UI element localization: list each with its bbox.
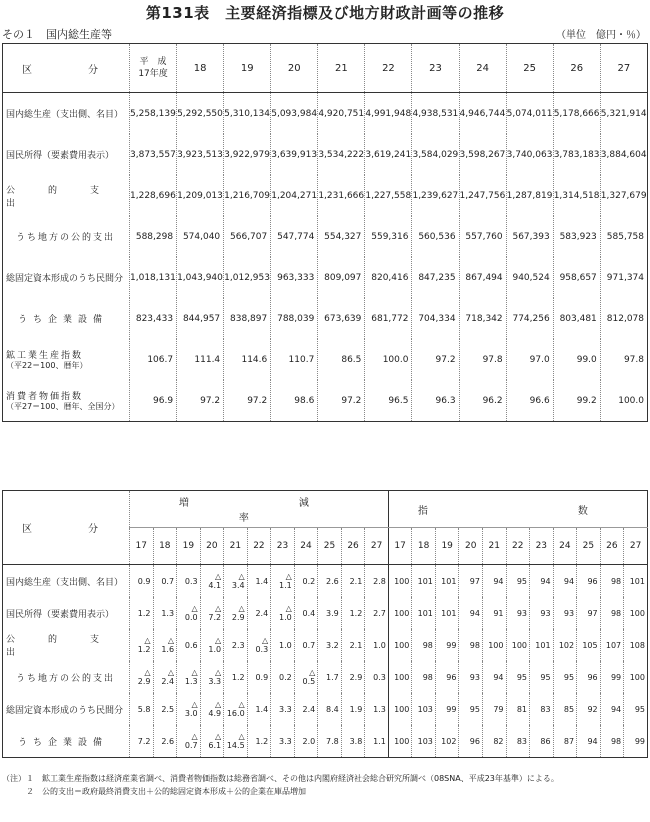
row-label: 国民所得（要素費用表示）	[6, 609, 115, 620]
index-cell: 95	[506, 661, 530, 693]
year-header: 26	[600, 528, 624, 565]
rate-cell: 2.7	[365, 597, 389, 629]
rate-cell: 0.7	[153, 565, 177, 598]
table-cell: 4,946,744	[459, 93, 506, 135]
index-cell: 100	[388, 597, 412, 629]
index-cell: 94	[600, 693, 624, 725]
table-cell: 3,619,241	[365, 134, 412, 175]
year-header: 26	[341, 528, 365, 565]
rate-cell: 1.0	[365, 629, 389, 661]
row-label: うち企業設備	[18, 737, 109, 748]
table-cell: 788,039	[271, 298, 318, 339]
index-cell: 95	[506, 565, 530, 598]
category-header: 区 分	[3, 44, 130, 93]
rate-cell: △ 14.5	[224, 725, 248, 758]
index-cell: 99	[435, 693, 459, 725]
year-header: 平 成 17年度	[130, 44, 177, 93]
rate-cell: 0.6	[177, 629, 201, 661]
index-cell: 94	[530, 565, 554, 598]
table-cell: 1,314,518	[553, 175, 600, 216]
table-cell: 3,922,979	[224, 134, 271, 175]
year-header: 26	[553, 44, 600, 93]
table-cell: 97.2	[177, 380, 224, 422]
growth-index-table	[2, 490, 648, 758]
table-cell: 803,481	[553, 298, 600, 339]
rate-cell: △ 1.3	[177, 661, 201, 693]
rate-cell: 0.2	[294, 565, 318, 598]
index-cell: 100	[624, 661, 648, 693]
table-cell: 1,209,013	[177, 175, 224, 216]
table-cell: 4,920,751	[318, 93, 365, 135]
rate-cell: 2.1	[341, 565, 365, 598]
index-cell: 94	[459, 597, 483, 629]
rate-cell: 1.2	[224, 661, 248, 693]
index-cell: 94	[553, 565, 577, 598]
index-cell: 98	[412, 629, 436, 661]
table-cell: 3,884,604	[600, 134, 647, 175]
rate-cell: 2.5	[153, 693, 177, 725]
index-cell: 93	[553, 597, 577, 629]
rate-cell: 0.4	[294, 597, 318, 629]
year-header: 25	[506, 44, 553, 93]
table-cell: 96.2	[459, 380, 506, 422]
rate-cell: 2.9	[341, 661, 365, 693]
table-cell: 958,657	[553, 257, 600, 298]
table-row	[3, 339, 648, 380]
row-label: 総固定資本形成のうち民間分	[6, 705, 124, 716]
index-cell: 101	[412, 565, 436, 598]
row-label: うち地方の公的支出	[16, 233, 116, 243]
category-header: 区 分	[3, 491, 130, 565]
index-cell: 101	[624, 565, 648, 598]
index-cell: 97	[459, 565, 483, 598]
table-cell: 547,774	[271, 216, 318, 257]
rate-cell: 3.3	[271, 725, 295, 758]
table-cell: 3,923,513	[177, 134, 224, 175]
table-cell: 1,012,953	[224, 257, 271, 298]
index-cell: 86	[530, 725, 554, 758]
year-header: 22	[247, 528, 271, 565]
rate-cell: 2.1	[341, 629, 365, 661]
rate-cell: 2.4	[247, 597, 271, 629]
year-header: 27	[600, 44, 647, 93]
rate-cell: △ 0.0	[177, 597, 201, 629]
table-cell: 838,897	[224, 298, 271, 339]
table-cell: 574,040	[177, 216, 224, 257]
index-cell: 98	[459, 629, 483, 661]
table-row	[3, 298, 648, 339]
table-cell: 114.6	[224, 339, 271, 380]
year-header: 24	[459, 44, 506, 93]
rate-cell: 1.4	[247, 693, 271, 725]
gdp-table	[2, 43, 648, 422]
rate-cell: 3.9	[318, 597, 342, 629]
year-header: 18	[153, 528, 177, 565]
rate-cell: 1.2	[130, 597, 154, 629]
table-cell: 1,204,271	[271, 175, 318, 216]
year-header: 23	[530, 528, 554, 565]
table-cell: 718,342	[459, 298, 506, 339]
year-header: 18	[177, 44, 224, 93]
gdp-table-header	[3, 44, 648, 93]
table-row	[3, 93, 648, 135]
rate-cell: 2.3	[224, 629, 248, 661]
index-cell: 100	[624, 597, 648, 629]
row-label: 鉱工業生産指数 （平22＝100、暦年）	[6, 351, 88, 370]
table-cell: 97.2	[318, 380, 365, 422]
index-header: 指 数	[388, 491, 647, 528]
index-cell: 83	[530, 693, 554, 725]
index-cell: 93	[506, 597, 530, 629]
index-cell: 98	[600, 725, 624, 758]
table-cell: 100.0	[365, 339, 412, 380]
table-cell: 5,292,550	[177, 93, 224, 135]
index-cell: 94	[482, 661, 506, 693]
index-cell: 96	[459, 725, 483, 758]
table-cell: 585,758	[600, 216, 647, 257]
table-cell: 963,333	[271, 257, 318, 298]
index-cell: 105	[577, 629, 601, 661]
row-label: 公 的 支 出	[6, 185, 133, 209]
rate-cell: 3.3	[271, 693, 295, 725]
table-cell: 971,374	[600, 257, 647, 298]
table-row	[3, 175, 648, 216]
table-cell: 823,433	[130, 298, 177, 339]
rate-cell: 3.8	[341, 725, 365, 758]
index-cell: 92	[577, 693, 601, 725]
table-row	[3, 380, 648, 422]
rate-cell: △ 3.4	[224, 565, 248, 598]
table-cell: 97.0	[506, 339, 553, 380]
rate-cell: 1.3	[153, 597, 177, 629]
table-cell: 1,228,696	[130, 175, 177, 216]
year-header: 20	[459, 528, 483, 565]
year-header: 20	[200, 528, 224, 565]
table-cell: 3,639,913	[271, 134, 318, 175]
table-row	[3, 629, 648, 661]
rate-cell: 1.3	[365, 693, 389, 725]
index-cell: 91	[482, 597, 506, 629]
rate-cell: 0.7	[294, 629, 318, 661]
year-header: 19	[224, 44, 271, 93]
year-header: 23	[271, 528, 295, 565]
table-cell: 5,178,666	[553, 93, 600, 135]
unit-label: （単位 億円・％）	[556, 30, 646, 41]
table-row	[3, 725, 648, 758]
rate-cell: 7.2	[130, 725, 154, 758]
index-cell: 101	[530, 629, 554, 661]
section-subtitle: その１ 国内総生産等	[2, 28, 112, 41]
table-cell: 812,078	[600, 298, 647, 339]
table-cell: 99.0	[553, 339, 600, 380]
rate-cell: △ 16.0	[224, 693, 248, 725]
table-cell: 97.8	[459, 339, 506, 380]
index-cell: 100	[506, 629, 530, 661]
year-header: 27	[365, 528, 389, 565]
rate-cell: 2.8	[365, 565, 389, 598]
table-cell: 567,393	[506, 216, 553, 257]
table-row	[3, 257, 648, 298]
table-row	[3, 216, 648, 257]
table-cell: 96.9	[130, 380, 177, 422]
index-cell: 95	[459, 693, 483, 725]
row-label: 総固定資本形成のうち民間分	[6, 274, 124, 284]
rate-cell: △ 3.3	[200, 661, 224, 693]
table-cell: 554,327	[318, 216, 365, 257]
index-cell: 100	[388, 629, 412, 661]
table-cell: 3,584,029	[412, 134, 459, 175]
year-header: 21	[224, 528, 248, 565]
table-cell: 1,287,819	[506, 175, 553, 216]
index-cell: 100	[482, 629, 506, 661]
table-cell: 100.0	[600, 380, 647, 422]
year-header: 19	[177, 528, 201, 565]
rate-cell: 0.9	[247, 661, 271, 693]
rate-cell: 2.6	[318, 565, 342, 598]
index-cell: 98	[600, 565, 624, 598]
footnote: ２ 公的支出＝政府最終消費支出＋公的総固定資本形成＋公的企業在庫品増加	[2, 787, 306, 796]
year-header: 25	[318, 528, 342, 565]
table-row	[3, 693, 648, 725]
table-row	[3, 597, 648, 629]
table-cell: 96.6	[506, 380, 553, 422]
table-cell: 1,327,679	[600, 175, 647, 216]
table-cell: 5,321,914	[600, 93, 647, 135]
rate-cell: △ 1.0	[271, 597, 295, 629]
rate-cell: 1.0	[271, 629, 295, 661]
index-cell: 100	[388, 725, 412, 758]
year-header: 20	[271, 44, 318, 93]
row-label: うち地方の公的支出	[16, 673, 116, 684]
index-cell: 103	[412, 725, 436, 758]
year-header: 21	[318, 44, 365, 93]
table-cell: 97.2	[412, 339, 459, 380]
table-cell: 588,298	[130, 216, 177, 257]
index-cell: 83	[506, 725, 530, 758]
index-cell: 108	[624, 629, 648, 661]
table-cell: 97.2	[224, 380, 271, 422]
index-cell: 82	[482, 725, 506, 758]
index-cell: 81	[506, 693, 530, 725]
rate-cell: 0.9	[130, 565, 154, 598]
rate-cell: 1.2	[247, 725, 271, 758]
rate-cell: △ 4.9	[200, 693, 224, 725]
year-header: 22	[365, 44, 412, 93]
table-cell: 96.3	[412, 380, 459, 422]
index-cell: 94	[482, 565, 506, 598]
index-cell: 96	[435, 661, 459, 693]
rate-cell: 1.2	[341, 597, 365, 629]
index-cell: 101	[412, 597, 436, 629]
table-cell: 3,534,222	[318, 134, 365, 175]
index-cell: 97	[577, 597, 601, 629]
year-header: 27	[624, 528, 648, 565]
table-cell: 557,760	[459, 216, 506, 257]
table-cell: 1,018,131	[130, 257, 177, 298]
rate-cell: △ 2.9	[224, 597, 248, 629]
table-cell: 86.5	[318, 339, 365, 380]
table-cell: 1,239,627	[412, 175, 459, 216]
index-cell: 99	[435, 629, 459, 661]
rate-cell: 1.1	[365, 725, 389, 758]
index-cell: 98	[600, 597, 624, 629]
rate-cell: △ 7.2	[200, 597, 224, 629]
index-cell: 93	[530, 597, 554, 629]
table-cell: 820,416	[365, 257, 412, 298]
table-cell: 809,097	[318, 257, 365, 298]
rate-cell: △ 0.5	[294, 661, 318, 693]
table-cell: 1,247,756	[459, 175, 506, 216]
row-label: 国内総生産（支出側、名目）	[6, 577, 124, 588]
year-header: 23	[412, 44, 459, 93]
rate-cell: 2.0	[294, 725, 318, 758]
rate-cell: △ 1.2	[130, 629, 154, 661]
index-cell: 79	[482, 693, 506, 725]
index-cell: 99	[600, 661, 624, 693]
table-cell: 844,957	[177, 298, 224, 339]
index-cell: 93	[459, 661, 483, 693]
table-cell: 3,783,183	[553, 134, 600, 175]
table-cell: 5,074,011	[506, 93, 553, 135]
row-label: 国内総生産（支出側、名目）	[6, 110, 124, 120]
row-label: 国民所得（要素費用表示）	[6, 151, 115, 161]
year-header: 22	[506, 528, 530, 565]
rate-cell: 0.3	[365, 661, 389, 693]
index-cell: 102	[553, 629, 577, 661]
table-cell: 3,873,557	[130, 134, 177, 175]
index-cell: 95	[624, 693, 648, 725]
rate-cell: 2.4	[294, 693, 318, 725]
rate-cell: 3.2	[318, 629, 342, 661]
rate-cell: △ 1.6	[153, 629, 177, 661]
table-cell: 1,043,940	[177, 257, 224, 298]
table-cell: 559,316	[365, 216, 412, 257]
index-cell: 95	[553, 661, 577, 693]
year-header: 21	[482, 528, 506, 565]
rate-cell: 2.6	[153, 725, 177, 758]
rate-cell: △ 6.1	[200, 725, 224, 758]
page-title: 第131表 主要経済指標及び地方財政計画等の推移	[145, 4, 505, 22]
table-cell: 111.4	[177, 339, 224, 380]
table-cell: 704,334	[412, 298, 459, 339]
table-row	[3, 661, 648, 693]
rate-cell: 8.4	[318, 693, 342, 725]
table-cell: 5,258,139	[130, 93, 177, 135]
index-cell: 96	[577, 565, 601, 598]
index-cell: 96	[577, 661, 601, 693]
index-cell: 107	[600, 629, 624, 661]
table-cell: 5,093,984	[271, 93, 318, 135]
year-header: 17	[130, 528, 154, 565]
rate-cell: 0.3	[177, 565, 201, 598]
rate-cell: 5.8	[130, 693, 154, 725]
table-cell: 774,256	[506, 298, 553, 339]
table-cell: 847,235	[412, 257, 459, 298]
footnotes	[2, 772, 559, 798]
index-cell: 98	[412, 661, 436, 693]
index-cell: 102	[435, 725, 459, 758]
year-header: 19	[435, 528, 459, 565]
index-cell: 85	[553, 693, 577, 725]
index-cell: 103	[412, 693, 436, 725]
table-cell: 4,938,531	[412, 93, 459, 135]
table-cell: 566,707	[224, 216, 271, 257]
footnote: （注）１ 鉱工業生産指数は経済産業省調べ、消費者物価指数は総務省調べ、その他は内閣府経済社会総合研究所調べ（08SNA、平成23年基準）による。	[2, 774, 559, 783]
rate-cell: 0.2	[271, 661, 295, 693]
rate-cell: 1.4	[247, 565, 271, 598]
rate-cell: △ 4.1	[200, 565, 224, 598]
table-row	[3, 134, 648, 175]
index-cell: 101	[435, 597, 459, 629]
rate-cell: △ 3.0	[177, 693, 201, 725]
index-cell: 95	[530, 661, 554, 693]
rate-cell: △ 2.4	[153, 661, 177, 693]
year-header: 25	[577, 528, 601, 565]
index-cell: 87	[553, 725, 577, 758]
table-cell: 4,991,948	[365, 93, 412, 135]
year-header: 24	[553, 528, 577, 565]
table-row	[3, 565, 648, 598]
table-cell: 583,923	[553, 216, 600, 257]
table-cell: 940,524	[506, 257, 553, 298]
table-cell: 3,740,063	[506, 134, 553, 175]
row-label: 消費者物価指数 （平27＝100、暦年、全国分）	[6, 392, 120, 411]
table-cell: 106.7	[130, 339, 177, 380]
rate-cell: △ 1.1	[271, 565, 295, 598]
table-cell: 681,772	[365, 298, 412, 339]
year-header: 24	[294, 528, 318, 565]
index-cell: 99	[624, 725, 648, 758]
table-cell: 99.2	[553, 380, 600, 422]
rate-cell: △ 0.3	[247, 629, 271, 661]
rate-cell: △ 2.9	[130, 661, 154, 693]
table-cell: 867,494	[459, 257, 506, 298]
index-cell: 100	[388, 661, 412, 693]
table-cell: 1,216,709	[224, 175, 271, 216]
table-cell: 3,598,267	[459, 134, 506, 175]
rate-cell: 7.8	[318, 725, 342, 758]
year-header: 18	[412, 528, 436, 565]
table-cell: 98.6	[271, 380, 318, 422]
table-cell: 110.7	[271, 339, 318, 380]
index-cell: 100	[388, 565, 412, 598]
table-cell: 560,536	[412, 216, 459, 257]
table-cell: 96.5	[365, 380, 412, 422]
year-header: 17	[388, 528, 412, 565]
table-cell: 97.8	[600, 339, 647, 380]
index-cell: 94	[577, 725, 601, 758]
table-cell: 1,227,558	[365, 175, 412, 216]
row-label: うち企業設備	[18, 315, 109, 325]
row-label: 公 的 支 出	[6, 635, 133, 658]
rate-cell: 1.9	[341, 693, 365, 725]
group-header-row	[3, 491, 648, 528]
rate-cell: 1.7	[318, 661, 342, 693]
table-cell: 1,231,666	[318, 175, 365, 216]
rate-cell: △ 0.7	[177, 725, 201, 758]
table-cell: 5,310,134	[224, 93, 271, 135]
index-cell: 100	[388, 693, 412, 725]
table-cell: 673,639	[318, 298, 365, 339]
index-cell: 101	[435, 565, 459, 598]
rate-cell: △ 1.0	[200, 629, 224, 661]
growth-rate-header: 増 減 率	[130, 491, 389, 528]
